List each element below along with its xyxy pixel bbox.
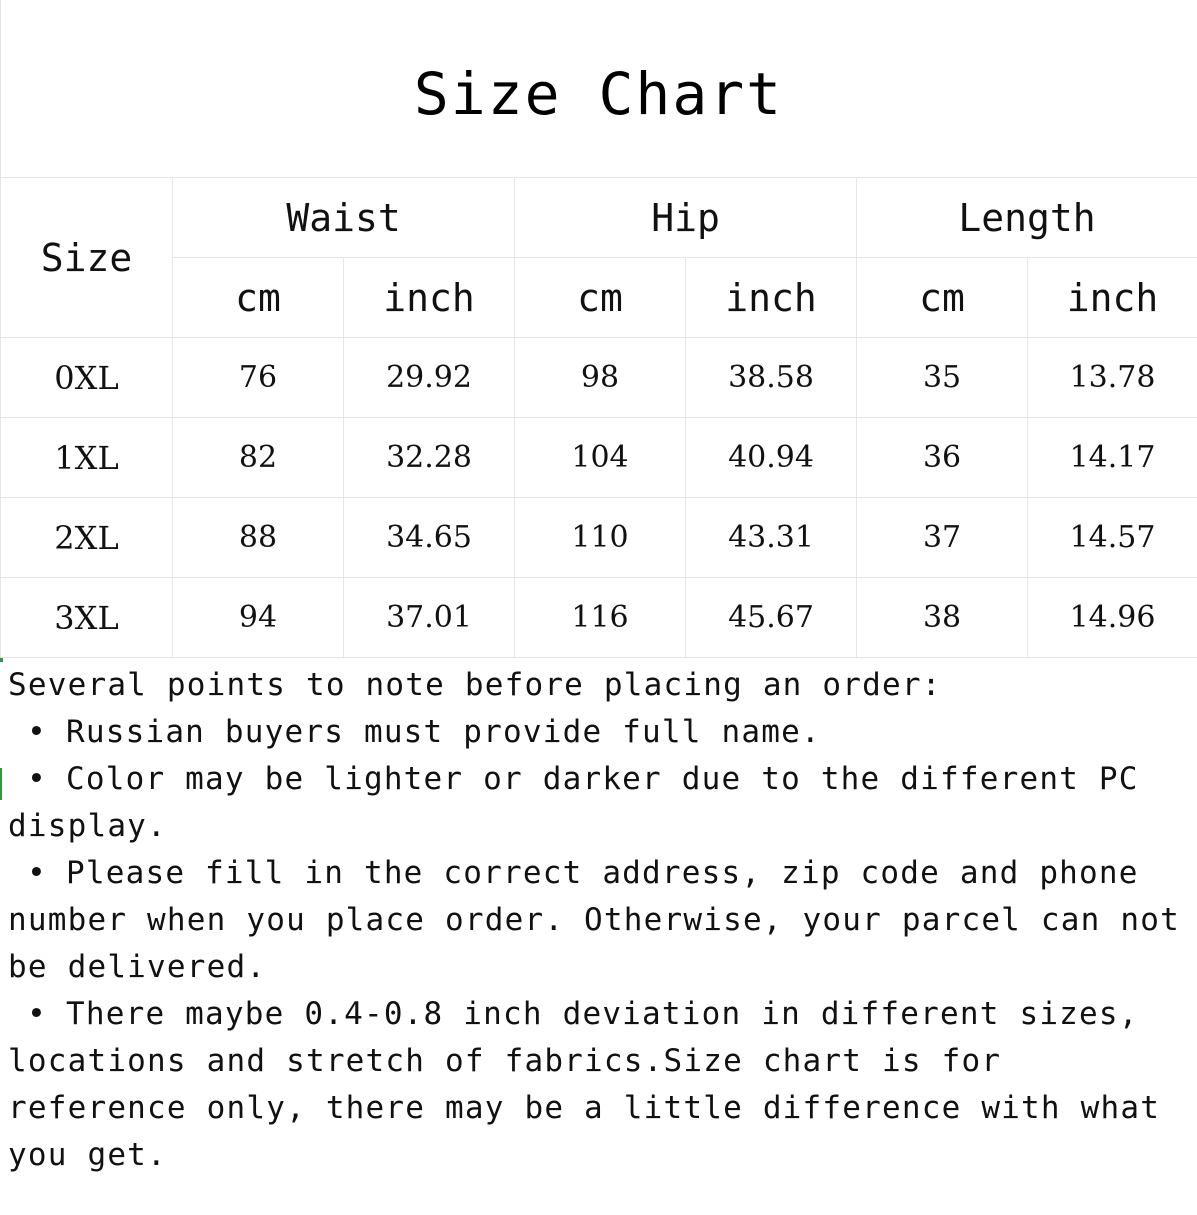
page-title: Size Chart [413,60,784,128]
bullet-icon: • [27,714,47,750]
note-item [8,850,1193,991]
note-item [8,991,1193,1179]
note-text: There maybe 0.4-0.8 inch deviation in different sizes, locations and stretch of fabrics.Size chart is for reference only, there may be a little difference with what you get. [8,996,1161,1173]
table-cell: 43.31 [686,498,857,578]
table-header-row [1,178,1197,258]
unit-header: inch [1028,258,1197,338]
table-cell: 37 [857,498,1028,578]
table-row [1,418,1197,498]
note-text: Color may be lighter or darker due to the different PC display. [8,761,1139,844]
table-cell: 34.65 [344,498,515,578]
note-text: Russian buyers must provide full name. [66,714,821,750]
table-cell: 98 [515,338,686,418]
edge-marker-top [0,658,3,662]
size-label: 0XL [1,338,173,418]
note-item [8,756,1193,850]
table-cell: 38.58 [686,338,857,418]
table-row [1,578,1197,658]
table-cell: 94 [173,578,344,658]
size-label: 2XL [1,498,173,578]
note-text: Please fill in the correct address, zip code and phone number when you place order. Otherwise, your parcel can not be delivered. [8,855,1180,985]
table-cell: 32.28 [344,418,515,498]
table-unit-row [1,258,1197,338]
table-cell: 40.94 [686,418,857,498]
table-cell: 37.01 [344,578,515,658]
unit-header: cm [173,258,344,338]
waist-header: Waist [173,178,515,258]
unit-header: inch [686,258,857,338]
table-row [1,338,1197,418]
table-cell: 29.92 [344,338,515,418]
bullet-icon: • [27,761,47,797]
table-cell: 45.67 [686,578,857,658]
notes-heading: Several points to note before placing an order: [8,667,942,703]
table-cell: 116 [515,578,686,658]
size-column-header: Size [1,178,173,338]
bullet-icon: • [27,855,47,891]
table-row [1,498,1197,578]
table-cell: 76 [173,338,344,418]
bullet-icon: • [27,996,47,1032]
size-chart-table [0,177,1197,658]
table-cell: 14.57 [1028,498,1197,578]
edge-marker [0,768,2,800]
unit-header: cm [857,258,1028,338]
table-cell: 14.17 [1028,418,1197,498]
table-cell: 104 [515,418,686,498]
table-cell: 35 [857,338,1028,418]
table-cell: 38 [857,578,1028,658]
table-cell: 88 [173,498,344,578]
unit-header: inch [344,258,515,338]
order-notes [8,662,1193,1179]
length-header: Length [857,178,1197,258]
table-cell: 110 [515,498,686,578]
size-label: 1XL [1,418,173,498]
size-label: 3XL [1,578,173,658]
unit-header: cm [515,258,686,338]
table-cell: 82 [173,418,344,498]
table-cell: 13.78 [1028,338,1197,418]
note-item [8,709,1193,756]
table-cell: 14.96 [1028,578,1197,658]
hip-header: Hip [515,178,857,258]
table-cell: 36 [857,418,1028,498]
